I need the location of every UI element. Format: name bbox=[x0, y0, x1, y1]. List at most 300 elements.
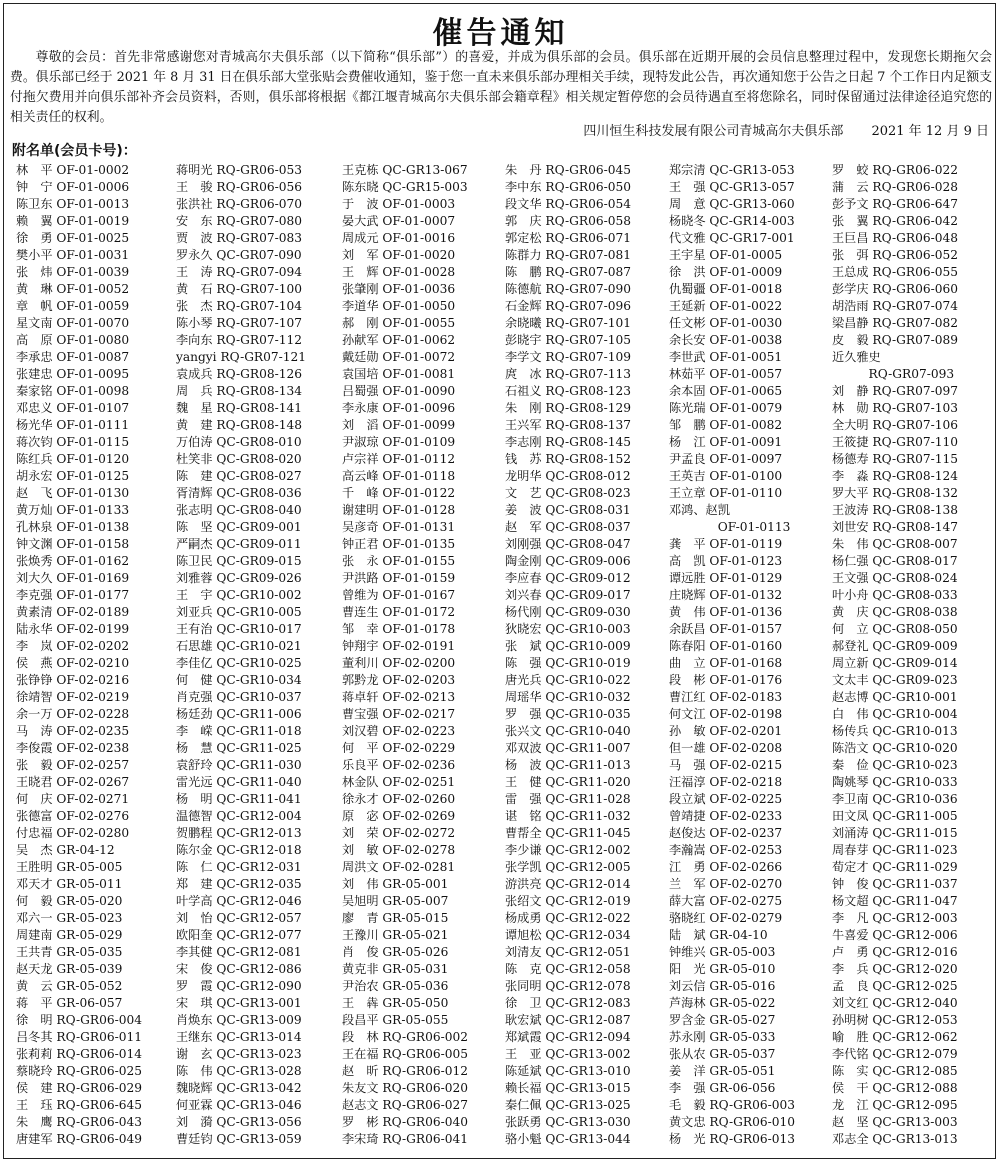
member-entry: 刘刚强 QC-GR08-047 bbox=[505, 537, 631, 551]
member-entry: 何亚霖 QC-GR13-046 bbox=[176, 1098, 302, 1112]
member-entry: 王波涛 RQ-GR08-138 bbox=[832, 503, 958, 517]
member-entry: 郭 庆 RQ-GR06-058 bbox=[505, 214, 631, 228]
member-entry: 王 宇 QC-GR10-002 bbox=[176, 588, 302, 602]
member-entry: 王晓君 OF-02-0267 bbox=[16, 775, 130, 789]
member-entry: 王总成 RQ-GR06-055 bbox=[832, 265, 958, 279]
member-entry: 李佳亿 QC-GR10-025 bbox=[176, 656, 302, 670]
member-entry: 黄 云 GR-05-052 bbox=[16, 979, 123, 993]
member-entry: 张兴文 QC-GR10-040 bbox=[505, 724, 631, 738]
member-entry: 李 淼 RQ-GR08-124 bbox=[832, 469, 958, 483]
member-entry: 骆小魁 QC-GR13-044 bbox=[505, 1132, 631, 1146]
member-list-title: 附名单(会员卡号)： bbox=[12, 143, 137, 159]
member-entry: 杨晓冬 QC-GR14-003 bbox=[669, 214, 795, 228]
member-entry: 罗 蛟 RQ-GR06-022 bbox=[832, 163, 958, 177]
member-entry: 段文华 RQ-GR06-054 bbox=[505, 197, 631, 211]
member-entry: 蒋明光 RQ-GR06-053 bbox=[176, 163, 302, 177]
member-entry: 李向东 RQ-GR07-112 bbox=[176, 333, 302, 347]
member-entry: 林 勋 RQ-GR07-103 bbox=[832, 401, 958, 415]
member-entry: 戴廷勋 OF-01-0072 bbox=[342, 350, 456, 364]
member-entry: 陆永华 OF-02-0199 bbox=[16, 622, 130, 636]
member-entry: 钱 苏 RQ-GR08-152 bbox=[505, 452, 631, 466]
member-entry: 孙 敏 OF-02-0201 bbox=[669, 724, 783, 738]
member-entry: 宋 琪 QC-GR13-001 bbox=[176, 996, 302, 1010]
member-entry: 张志明 QC-GR08-040 bbox=[176, 503, 302, 517]
member-entry: 吴彦奇 OF-01-0131 bbox=[342, 520, 456, 534]
member-entry: 刘雅蓉 QC-GR09-026 bbox=[176, 571, 302, 585]
member-entry: 贺鹏程 QC-GR12-013 bbox=[176, 826, 302, 840]
member-entry: 何 立 QC-GR08-050 bbox=[832, 622, 958, 636]
member-entry: 黄克非 GR-05-031 bbox=[342, 962, 449, 976]
member-entry: 朱 伟 QC-GR08-007 bbox=[832, 537, 958, 551]
member-entry: 汪福淳 OF-02-0218 bbox=[669, 775, 783, 789]
member-entry: 张莉莉 RQ-GR06-014 bbox=[16, 1047, 142, 1061]
member-entry: 刘云信 GR-05-016 bbox=[669, 979, 776, 993]
member-entry: 朱 丹 RQ-GR06-045 bbox=[505, 163, 631, 177]
member-entry: 周 兵 RQ-GR08-134 bbox=[176, 384, 302, 398]
member-entry: 王有治 QC-GR10-017 bbox=[176, 622, 302, 636]
member-entry: 谭旭松 QC-GR12-034 bbox=[505, 928, 631, 942]
member-entry: 邓鸿、赵凯 bbox=[669, 503, 730, 517]
notice-body: 尊敬的会员：首先非常感谢您对青城高尔夫俱乐部（以下简称“俱乐部”）的喜爱，并成为俱乐部的会员。俱乐部在近期开展的会员信息整理过程中，发现您长期拖欠会费。俱乐部已经于 2021 年 8 月 31 日在俱乐部大堂张贴会费催收通知，鉴于您一直未来俱乐部办理相关手续，现特发此公告，再次通知您于公告之日起 7 个工作日内足额支付拖欠费用并向俱乐部补齐会员资料，否则，俱乐部将根据《都江堰青城高尔夫俱乐部会籍章程》相关规定暂停您的会员待遇直至将您除名，同时保留通过法律途径追究您的相关责任的权利。 bbox=[10, 50, 992, 125]
member-entry: 张 弭 RQ-GR06-052 bbox=[832, 248, 958, 262]
member-entry: 李学文 RQ-GR07-109 bbox=[505, 350, 631, 364]
member-entry: 刘兴春 QC-GR09-017 bbox=[505, 588, 631, 602]
member-entry: 周春芽 QC-GR11-023 bbox=[832, 843, 958, 857]
member-entry: 陈卫东 OF-01-0013 bbox=[16, 197, 130, 211]
member-entry: 董利川 OF-02-0200 bbox=[342, 656, 456, 670]
member-entry: 卢 勇 QC-GR12-016 bbox=[832, 945, 958, 959]
member-entry: 付忠福 OF-02-0280 bbox=[16, 826, 130, 840]
member-entry: 陈 克 QC-GR12-058 bbox=[505, 962, 631, 976]
member-entry: 宋 俊 QC-GR12-086 bbox=[176, 962, 302, 976]
member-entry: 胥清辉 QC-GR08-036 bbox=[176, 486, 302, 500]
member-entry: 朱 刚 RQ-GR08-129 bbox=[505, 401, 631, 415]
member-entry: 张跃勇 QC-GR13-030 bbox=[505, 1115, 631, 1129]
member-entry: 黄 伟 OF-01-0136 bbox=[669, 605, 783, 619]
member-entry: 钟 宁 OF-01-0006 bbox=[16, 180, 130, 194]
member-entry: 彭学庆 RQ-GR06-060 bbox=[832, 282, 958, 296]
member-entry: 晏大武 OF-01-0007 bbox=[342, 214, 456, 228]
member-entry: 郑斌霞 QC-GR12-094 bbox=[505, 1030, 631, 1044]
member-entry: 牛喜爱 QC-GR12-006 bbox=[832, 928, 958, 942]
member-entry: 赖长福 QC-GR13-015 bbox=[505, 1081, 631, 1095]
member-entry: 李瀚嵩 OF-02-0253 bbox=[669, 843, 783, 857]
member-entry: 曹连生 OF-01-0172 bbox=[342, 605, 456, 619]
member-entry: 罗 强 QC-GR10-035 bbox=[505, 707, 631, 721]
member-entry: 王 骏 RQ-GR06-056 bbox=[176, 180, 302, 194]
member-entry: 朱 鹰 RQ-GR06-043 bbox=[16, 1115, 142, 1129]
member-entry: 王筱捷 RQ-GR07-110 bbox=[832, 435, 958, 449]
member-entry: 李宋琦 RQ-GR06-041 bbox=[342, 1132, 468, 1146]
member-entry: 曲 立 OF-01-0168 bbox=[669, 656, 783, 670]
member-entry: 吕蜀强 OF-01-0090 bbox=[342, 384, 456, 398]
member-entry: 李应春 QC-GR09-012 bbox=[505, 571, 631, 585]
member-entry: 李中东 RQ-GR06-050 bbox=[505, 180, 631, 194]
member-entry: 李 凡 QC-GR12-003 bbox=[832, 911, 958, 925]
member-entry: 唐建军 RQ-GR06-049 bbox=[16, 1132, 142, 1146]
member-entry: 王 珏 RQ-GR06-645 bbox=[16, 1098, 142, 1112]
member-entry: 陈 仁 QC-GR12-031 bbox=[176, 860, 302, 874]
member-entry: 邹 鹏 OF-01-0082 bbox=[669, 418, 783, 432]
member-entry: 林茹平 OF-01-0057 bbox=[669, 367, 783, 381]
member-entry: 邓志全 QC-GR13-013 bbox=[832, 1132, 958, 1146]
member-entry: 陈 强 QC-GR10-019 bbox=[505, 656, 631, 670]
member-entry: 张 翼 RQ-GR06-042 bbox=[832, 214, 958, 228]
member-entry: 周 意 QC-GR13-060 bbox=[669, 197, 795, 211]
signature-org: 四川恒生科技发展有限公司青城高尔夫俱乐部 bbox=[583, 124, 844, 139]
member-entry: 毛 毅 RQ-GR06-003 bbox=[669, 1098, 795, 1112]
member-entry: 杨 波 QC-GR11-013 bbox=[505, 758, 631, 772]
member-entry: 李克强 OF-01-0177 bbox=[16, 588, 130, 602]
member-entry: 马 强 OF-02-0215 bbox=[669, 758, 783, 772]
member-entry: 杨 光 RQ-GR06-013 bbox=[669, 1132, 795, 1146]
member-entry: 王继东 QC-GR13-014 bbox=[176, 1030, 302, 1044]
member-entry: 黄文忠 RQ-GR06-010 bbox=[669, 1115, 795, 1129]
member-entry: 徐靖智 OF-02-0219 bbox=[16, 690, 130, 704]
member-entry: 侯 干 QC-GR12-088 bbox=[832, 1081, 958, 1095]
member-entry: 杨 慧 QC-GR11-025 bbox=[176, 741, 302, 755]
member-entry: 庹 冰 RQ-GR07-113 bbox=[505, 367, 631, 381]
member-entry: 杨德寿 RQ-GR07-115 bbox=[832, 452, 958, 466]
member-entry: 徐 洪 OF-01-0009 bbox=[669, 265, 783, 279]
member-entry: 李道华 OF-01-0050 bbox=[342, 299, 456, 313]
member-entry: 李少谦 QC-GR12-002 bbox=[505, 843, 631, 857]
member-entry: 段 林 RQ-GR06-002 bbox=[342, 1030, 468, 1044]
member-entry: 周成元 OF-01-0016 bbox=[342, 231, 456, 245]
member-entry: 王英吉 OF-01-0100 bbox=[669, 469, 783, 483]
member-entry: 杜笑非 QC-GR08-020 bbox=[176, 452, 302, 466]
member-entry: 杨光华 OF-01-0111 bbox=[16, 418, 130, 432]
member-entry: 刘 敏 OF-02-0278 bbox=[342, 843, 456, 857]
member-entry: 李卫南 QC-GR10-036 bbox=[832, 792, 958, 806]
member-entry: 彭予文 RQ-GR06-647 bbox=[832, 197, 958, 211]
member-entry: 李 强 GR-06-056 bbox=[669, 1081, 776, 1095]
member-entry: 唐光兵 QC-GR10-022 bbox=[505, 673, 631, 687]
member-entry: 尹淑琼 OF-01-0109 bbox=[342, 435, 456, 449]
member-entry: 陈红兵 OF-01-0120 bbox=[16, 452, 130, 466]
member-entry: 罗含金 GR-05-027 bbox=[669, 1013, 776, 1027]
member-entry: 段立斌 OF-02-0225 bbox=[669, 792, 783, 806]
member-entry: 陈群力 RQ-GR07-081 bbox=[505, 248, 631, 262]
member-entry: 李 岚 OF-02-0202 bbox=[16, 639, 130, 653]
member-entry: 叶学高 QC-GR12-046 bbox=[176, 894, 302, 908]
member-entry: 李其健 QC-GR12-081 bbox=[176, 945, 302, 959]
member-entry: 蒋 平 GR-06-057 bbox=[16, 996, 123, 1010]
member-entry: 叶小舟 QC-GR08-033 bbox=[832, 588, 958, 602]
member-entry: 陈 实 QC-GR12-085 bbox=[832, 1064, 958, 1078]
member-entry: 王 健 QC-GR11-020 bbox=[505, 775, 631, 789]
member-entry: 王兴军 RQ-GR08-137 bbox=[505, 418, 631, 432]
member-entry: 全大明 RQ-GR07-106 bbox=[832, 418, 958, 432]
member-entry: 赵 军 QC-GR08-037 bbox=[505, 520, 631, 534]
member-entry: 薛大富 OF-02-0275 bbox=[669, 894, 783, 908]
member-entry: 石祖义 RQ-GR08-123 bbox=[505, 384, 631, 398]
member-entry: 皮 毅 RQ-GR07-089 bbox=[832, 333, 958, 347]
member-entry: 星文南 OF-01-0070 bbox=[16, 316, 130, 330]
member-entry: 侯 燕 OF-02-0210 bbox=[16, 656, 130, 670]
member-entry: 原 宓 OF-02-0269 bbox=[342, 809, 456, 823]
signature-line bbox=[555, 120, 989, 139]
member-entry: 肖克强 QC-GR10-037 bbox=[176, 690, 302, 704]
member-entry: 赵 飞 OF-01-0130 bbox=[16, 486, 130, 500]
member-entry: 刘涌涛 QC-GR11-015 bbox=[832, 826, 958, 840]
member-entry: 赖 翼 OF-01-0019 bbox=[16, 214, 130, 228]
member-entry: 周瑶华 QC-GR10-032 bbox=[505, 690, 631, 704]
member-entry: 余跃昌 OF-01-0157 bbox=[669, 622, 783, 636]
member-entry: 黄素清 OF-02-0189 bbox=[16, 605, 130, 619]
member-entry: 刘 军 OF-01-0020 bbox=[342, 248, 456, 262]
member-entry: 陈 坚 QC-GR09-001 bbox=[176, 520, 302, 534]
member-entry: 何 健 QC-GR10-034 bbox=[176, 673, 302, 687]
member-entry: 龚 平 OF-01-0119 bbox=[669, 537, 783, 551]
member-entry: 陶金刚 QC-GR09-006 bbox=[505, 554, 631, 568]
member-entry: 张焕秀 OF-01-0162 bbox=[16, 554, 130, 568]
member-entry: 陈光瑞 OF-01-0079 bbox=[669, 401, 783, 415]
member-entry: 李世武 OF-01-0051 bbox=[669, 350, 783, 364]
member-entry: 刘 漪 QC-GR13-056 bbox=[176, 1115, 302, 1129]
member-entry: 田文凤 QC-GR11-005 bbox=[832, 809, 958, 823]
member-entry: 蒲 云 RQ-GR06-028 bbox=[832, 180, 958, 194]
member-entry: 郝登礼 QC-GR09-009 bbox=[832, 639, 958, 653]
member-entry: 尹治农 GR-05-036 bbox=[342, 979, 449, 993]
member-entry: 乐良平 OF-02-0236 bbox=[342, 758, 456, 772]
member-entry: 钟维兴 GR-05-003 bbox=[669, 945, 776, 959]
member-entry: 江 勇 OF-02-0266 bbox=[669, 860, 783, 874]
member-entry: 赵天龙 GR-05-039 bbox=[16, 962, 123, 976]
member-entry: 秦仁佩 QC-GR13-025 bbox=[505, 1098, 631, 1112]
member-entry: 陈延斌 QC-GR13-010 bbox=[505, 1064, 631, 1078]
member-entry: 王在福 RQ-GR06-005 bbox=[342, 1047, 468, 1061]
member-entry: 喻 胜 QC-GR12-062 bbox=[832, 1030, 958, 1044]
member-entry: 姜 波 QC-GR08-031 bbox=[505, 503, 631, 517]
member-entry: 陈 鹏 RQ-GR07-087 bbox=[505, 265, 631, 279]
member-entry: 王 涛 RQ-GR07-094 bbox=[176, 265, 302, 279]
member-entry: 余晓曦 RQ-GR07-101 bbox=[505, 316, 631, 330]
member-entry: 陈 伟 QC-GR13-028 bbox=[176, 1064, 302, 1078]
member-entry: 陈卫民 QC-GR09-015 bbox=[176, 554, 302, 568]
member-entry: 林金队 OF-02-0251 bbox=[342, 775, 456, 789]
member-entry: 郑 建 QC-GR12-035 bbox=[176, 877, 302, 891]
member-entry: 曹江红 OF-02-0183 bbox=[669, 690, 783, 704]
member-entry: 尹洪路 OF-01-0159 bbox=[342, 571, 456, 585]
member-entry: 谢建明 OF-01-0128 bbox=[342, 503, 456, 517]
member-entry: 陈德航 RQ-GR07-090 bbox=[505, 282, 631, 296]
member-entry: 张同明 QC-GR12-078 bbox=[505, 979, 631, 993]
member-entry: 温德智 QC-GR12-004 bbox=[176, 809, 302, 823]
member-entry: 黄 石 RQ-GR07-100 bbox=[176, 282, 302, 296]
member-entry: 余本固 OF-01-0065 bbox=[669, 384, 783, 398]
member-entry: 袁国培 OF-01-0081 bbox=[342, 367, 456, 381]
member-entry: 刘 伟 GR-05-001 bbox=[342, 877, 449, 891]
member-entry: 杨文超 QC-GR11-047 bbox=[832, 894, 958, 908]
member-entry: 曹宝强 OF-02-0217 bbox=[342, 707, 456, 721]
member-entry: 黄 琳 OF-01-0052 bbox=[16, 282, 130, 296]
member-entry: 林 平 OF-01-0002 bbox=[16, 163, 130, 177]
member-entry: 代文雅 QC-GR17-001 bbox=[669, 231, 795, 245]
member-entry: 王胜明 GR-05-005 bbox=[16, 860, 123, 874]
member-entry: 陈春阳 OF-01-0160 bbox=[669, 639, 783, 653]
member-entry: 王 强 QC-GR13-057 bbox=[669, 180, 795, 194]
member-entry: 王文强 QC-GR08-024 bbox=[832, 571, 958, 585]
member-entry: 余长安 OF-01-0038 bbox=[669, 333, 783, 347]
member-entry: 杨仁强 QC-GR08-017 bbox=[832, 554, 958, 568]
member-entry: 雷光远 QC-GR11-040 bbox=[176, 775, 302, 789]
member-entry: 王延新 OF-01-0022 bbox=[669, 299, 783, 313]
member-entry: 胡浩雨 RQ-GR07-074 bbox=[832, 299, 958, 313]
member-entry: 邓六一 GR-05-023 bbox=[16, 911, 123, 925]
member-entry: 樊小平 OF-01-0031 bbox=[16, 248, 130, 262]
member-entry: 赵 坚 QC-GR13-003 bbox=[832, 1115, 958, 1129]
member-entry: 高 凯 OF-01-0123 bbox=[669, 554, 783, 568]
member-entry: 徐 明 RQ-GR06-004 bbox=[16, 1013, 142, 1027]
member-entry: 仇蜀疆 OF-01-0018 bbox=[669, 282, 783, 296]
member-entry: 任文彬 OF-01-0030 bbox=[669, 316, 783, 330]
member-entry: 千 峰 OF-01-0122 bbox=[342, 486, 456, 500]
member-entry: 刘 荣 OF-02-0272 bbox=[342, 826, 456, 840]
member-entry: 王共青 GR-05-035 bbox=[16, 945, 123, 959]
member-entry: 孙明树 QC-GR12-053 bbox=[832, 1013, 958, 1027]
member-entry: 罗 彬 RQ-GR06-040 bbox=[342, 1115, 468, 1129]
member-entry: 张 杰 RQ-GR07-104 bbox=[176, 299, 302, 313]
member-entry: 郭黔龙 OF-02-0203 bbox=[342, 673, 456, 687]
member-entry: 杨 江 OF-01-0091 bbox=[669, 435, 783, 449]
member-entry: 安 东 RQ-GR07-080 bbox=[176, 214, 302, 228]
member-entry: 杨传兵 QC-GR10-013 bbox=[832, 724, 958, 738]
member-entry: 李俊霞 OF-02-0238 bbox=[16, 741, 130, 755]
member-entry: 钟 俊 QC-GR11-037 bbox=[832, 877, 958, 891]
member-entry: 黄 庆 QC-GR08-038 bbox=[832, 605, 958, 619]
member-entry: 严嗣杰 QC-GR09-011 bbox=[176, 537, 302, 551]
member-entry: 吴 杰 GR-04-12 bbox=[16, 843, 115, 857]
member-entry: 朱友文 RQ-GR06-020 bbox=[342, 1081, 468, 1095]
member-entry: 郭定松 RQ-GR06-071 bbox=[505, 231, 631, 245]
member-entry: 陈 建 QC-GR08-027 bbox=[176, 469, 302, 483]
member-entry: 蒋卓轩 OF-02-0213 bbox=[342, 690, 456, 704]
notice-title: 催告通知 bbox=[432, 16, 569, 51]
member-entry: 钟翔宇 OF-02-0191 bbox=[342, 639, 456, 653]
member-entry: 李承忠 OF-01-0087 bbox=[16, 350, 130, 364]
member-entry: 但一雄 OF-02-0208 bbox=[669, 741, 783, 755]
member-entry: 狄晓宏 QC-GR10-003 bbox=[505, 622, 631, 636]
member-entry: 陈浩文 QC-GR10-020 bbox=[832, 741, 958, 755]
member-entry: 张 永 OF-01-0155 bbox=[342, 554, 456, 568]
member-entry: 肖焕东 QC-GR13-009 bbox=[176, 1013, 302, 1027]
member-entry: 王豫川 GR-05-021 bbox=[342, 928, 449, 942]
member-entry: 张 斌 QC-GR10-009 bbox=[505, 639, 631, 653]
member-entry: 于 波 OF-01-0003 bbox=[342, 197, 456, 211]
member-entry: 周洪文 OF-02-0281 bbox=[342, 860, 456, 874]
member-entry: 万伯涛 QC-GR08-010 bbox=[176, 435, 302, 449]
member-entry: 赵志博 QC-GR10-001 bbox=[832, 690, 958, 704]
member-entry: 李永康 OF-01-0096 bbox=[342, 401, 456, 415]
member-entry: 杨代刚 QC-GR09-030 bbox=[505, 605, 631, 619]
member-entry: 近久雅史 bbox=[832, 350, 881, 364]
member-entry: 肖 俊 GR-05-026 bbox=[342, 945, 449, 959]
member-entry: 龙明华 QC-GR08-012 bbox=[505, 469, 631, 483]
member-entry: 王 亚 QC-GR13-002 bbox=[505, 1047, 631, 1061]
member-entry: 黄 建 RQ-GR08-148 bbox=[176, 418, 302, 432]
member-entry: 魏晓辉 QC-GR13-042 bbox=[176, 1081, 302, 1095]
member-entry: 雷 强 QC-GR11-028 bbox=[505, 792, 631, 806]
member-entry: 曹廷钧 QC-GR13-059 bbox=[176, 1132, 302, 1146]
member-entry: 何 庆 OF-02-0271 bbox=[16, 792, 130, 806]
member-entry: 王克栋 QC-GR13-067 bbox=[342, 163, 468, 177]
member-entry: 吴旭明 GR-05-007 bbox=[342, 894, 449, 908]
member-entry: 罗永久 QC-GR07-090 bbox=[176, 248, 302, 262]
member-entry: 蒋次钧 OF-01-0115 bbox=[16, 435, 130, 449]
member-entry: 游洪亮 QC-GR12-014 bbox=[505, 877, 631, 891]
member-entry: 文 艺 QC-GR08-023 bbox=[505, 486, 631, 500]
member-entry: 刘文红 QC-GR12-040 bbox=[832, 996, 958, 1010]
member-entry: yangyi RQ-GR07-121 bbox=[176, 350, 306, 364]
member-entry: 周建南 GR-05-029 bbox=[16, 928, 123, 942]
member-entry: 罗大平 RQ-GR08-132 bbox=[832, 486, 958, 500]
member-entry: 王宇星 OF-01-0005 bbox=[669, 248, 783, 262]
member-entry: 李 嵘 QC-GR11-018 bbox=[176, 724, 302, 738]
member-entry: 徐永才 OF-02-0260 bbox=[342, 792, 456, 806]
member-entry: 袁舒玲 QC-GR11-030 bbox=[176, 758, 302, 772]
member-entry: 魏 星 RQ-GR08-141 bbox=[176, 401, 302, 415]
member-entry: 秦家铭 OF-01-0098 bbox=[16, 384, 130, 398]
member-entry: 吕冬其 RQ-GR06-011 bbox=[16, 1030, 142, 1044]
member-entry: 秦 俭 QC-GR10-023 bbox=[832, 758, 958, 772]
member-entry: 王 辉 OF-01-0028 bbox=[342, 265, 456, 279]
member-entry: 孔林泉 OF-01-0138 bbox=[16, 520, 130, 534]
member-entry: 郑宗清 QC-GR13-053 bbox=[669, 163, 795, 177]
member-entry: 廖 青 GR-05-015 bbox=[342, 911, 449, 925]
member-entry: 段 彬 OF-01-0176 bbox=[669, 673, 783, 687]
member-entry: RQ-GR07-093 bbox=[832, 367, 955, 381]
member-entry: 何文江 OF-02-0198 bbox=[669, 707, 783, 721]
member-entry: 李代铭 QC-GR12-079 bbox=[832, 1047, 958, 1061]
member-entry: 王立章 OF-01-0110 bbox=[669, 486, 783, 500]
member-entry: 姜 洋 GR-05-051 bbox=[669, 1064, 776, 1078]
member-entry: 骆晓红 OF-02-0279 bbox=[669, 911, 783, 925]
member-entry: 章 帆 OF-01-0059 bbox=[16, 299, 130, 313]
signature-date: 2021 年 12 月 9 日 bbox=[871, 124, 989, 139]
member-entry: 张从农 GR-05-037 bbox=[669, 1047, 776, 1061]
member-entry: 刘大久 OF-01-0169 bbox=[16, 571, 130, 585]
member-entry: 谢 玄 QC-GR13-023 bbox=[176, 1047, 302, 1061]
member-entry: 赵 昕 RQ-GR06-012 bbox=[342, 1064, 468, 1078]
member-entry: 孙献军 OF-01-0062 bbox=[342, 333, 456, 347]
member-entry: 邹 幸 OF-01-0178 bbox=[342, 622, 456, 636]
member-entry: 张绍文 QC-GR12-019 bbox=[505, 894, 631, 908]
member-entry: 袁成兵 RQ-GR08-126 bbox=[176, 367, 302, 381]
member-entry: 庄晓辉 OF-01-0132 bbox=[669, 588, 783, 602]
member-entry: 张 炜 OF-01-0039 bbox=[16, 265, 130, 279]
member-entry: 赵俊达 OF-02-0237 bbox=[669, 826, 783, 840]
member-entry: 刘清友 QC-GR12-051 bbox=[505, 945, 631, 959]
member-entry: 张肇刚 OF-01-0036 bbox=[342, 282, 456, 296]
member-entry: 陈尔金 QC-GR12-018 bbox=[176, 843, 302, 857]
member-entry: 李志刚 RQ-GR08-145 bbox=[505, 435, 631, 449]
member-entry: 梁昌静 RQ-GR07-082 bbox=[832, 316, 958, 330]
member-entry: 杨成勇 QC-GR12-022 bbox=[505, 911, 631, 925]
member-entry: 刘汉碧 OF-02-0223 bbox=[342, 724, 456, 738]
member-entry: 王 犇 GR-05-050 bbox=[342, 996, 449, 1010]
member-entry: 刘亚兵 QC-GR10-005 bbox=[176, 605, 302, 619]
member-entry: 郝 刚 OF-01-0055 bbox=[342, 316, 456, 330]
member-entry: 张建忠 OF-01-0095 bbox=[16, 367, 130, 381]
member-entry: 何 毅 GR-05-020 bbox=[16, 894, 123, 908]
member-entry: 侯 建 RQ-GR06-029 bbox=[16, 1081, 142, 1095]
member-entry: 杨廷劲 QC-GR11-006 bbox=[176, 707, 302, 721]
member-entry: 陈小琴 RQ-GR07-107 bbox=[176, 316, 302, 330]
member-entry: 钟文渊 OF-01-0158 bbox=[16, 537, 130, 551]
member-entry: 刘 滔 OF-01-0099 bbox=[342, 418, 456, 432]
member-entry: 白 伟 QC-GR10-004 bbox=[832, 707, 958, 721]
